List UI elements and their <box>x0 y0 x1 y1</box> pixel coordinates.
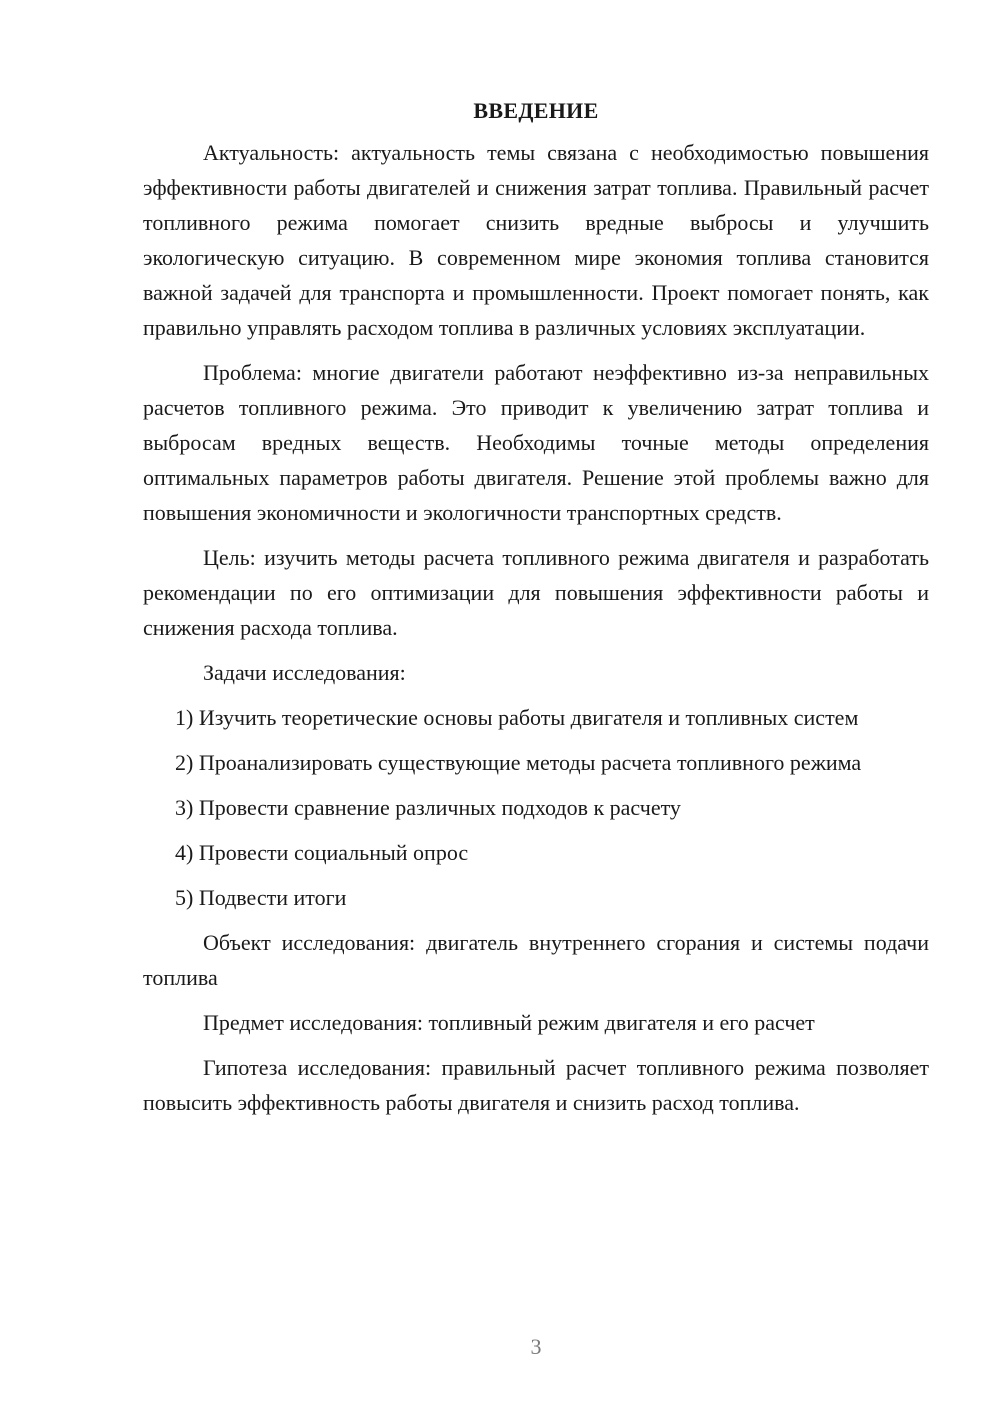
document-page <box>143 96 929 1130</box>
hypothesis-paragraph: Гипотеза исследования: правильный расчет топливного режима позволяет повысить эффективность работы двигателя и снизить расход топлива. <box>143 1055 929 1115</box>
subject-paragraph: Предмет исследования: топливный режим двигателя и его расчет <box>203 1010 815 1035</box>
task-item-1: 1) Изучить теоретические основы работы двигателя и топливных систем <box>175 705 859 730</box>
goal-paragraph: Цель: изучить методы расчета топливного режима двигателя и разработать рекомендации по его оптимизации для повышения эффективности работы и снижения расхода топлива. <box>143 545 929 640</box>
page-title: ВВЕДЕНИЕ <box>473 98 599 123</box>
task-item-5: 5) Подвести итоги <box>175 885 347 910</box>
object-paragraph: Объект исследования: двигатель внутреннего сгорания и системы подачи топлива <box>143 930 929 990</box>
task-item-2: 2) Проанализировать существующие методы расчета топливного режима <box>175 750 862 775</box>
relevance-paragraph: Актуальность: актуальность темы связана с необходимостью повышения эффективности работы двигателей и снижения затрат топлива. Правильный расчет топливного режима помогает снизить вредные выбросы и улучшить экологическую ситуацию. В современном мире экономия топлива становится важной задачей для транспорта и промышленности. Проект помогает понять, как правильно управлять расходом топлива в различных условиях эксплуатации. <box>143 140 929 340</box>
problem-paragraph: Проблема: многие двигатели работают неэффективно из-за неправильных расчетов топливного режима. Это приводит к увеличению затрат топлива и выбросам вредных веществ. Необходимы точные методы определения оптимальных параметров работы двигателя. Решение этой проблемы важно для повышения экономичности и экологичности транспортных средств. <box>143 360 929 525</box>
task-item-4: 4) Провести социальный опрос <box>175 840 469 865</box>
page-number: 3 <box>530 1334 542 1359</box>
task-item-3: 3) Провести сравнение различных подходов к расчету <box>175 795 681 820</box>
tasks-heading: Задачи исследования: <box>203 660 406 685</box>
